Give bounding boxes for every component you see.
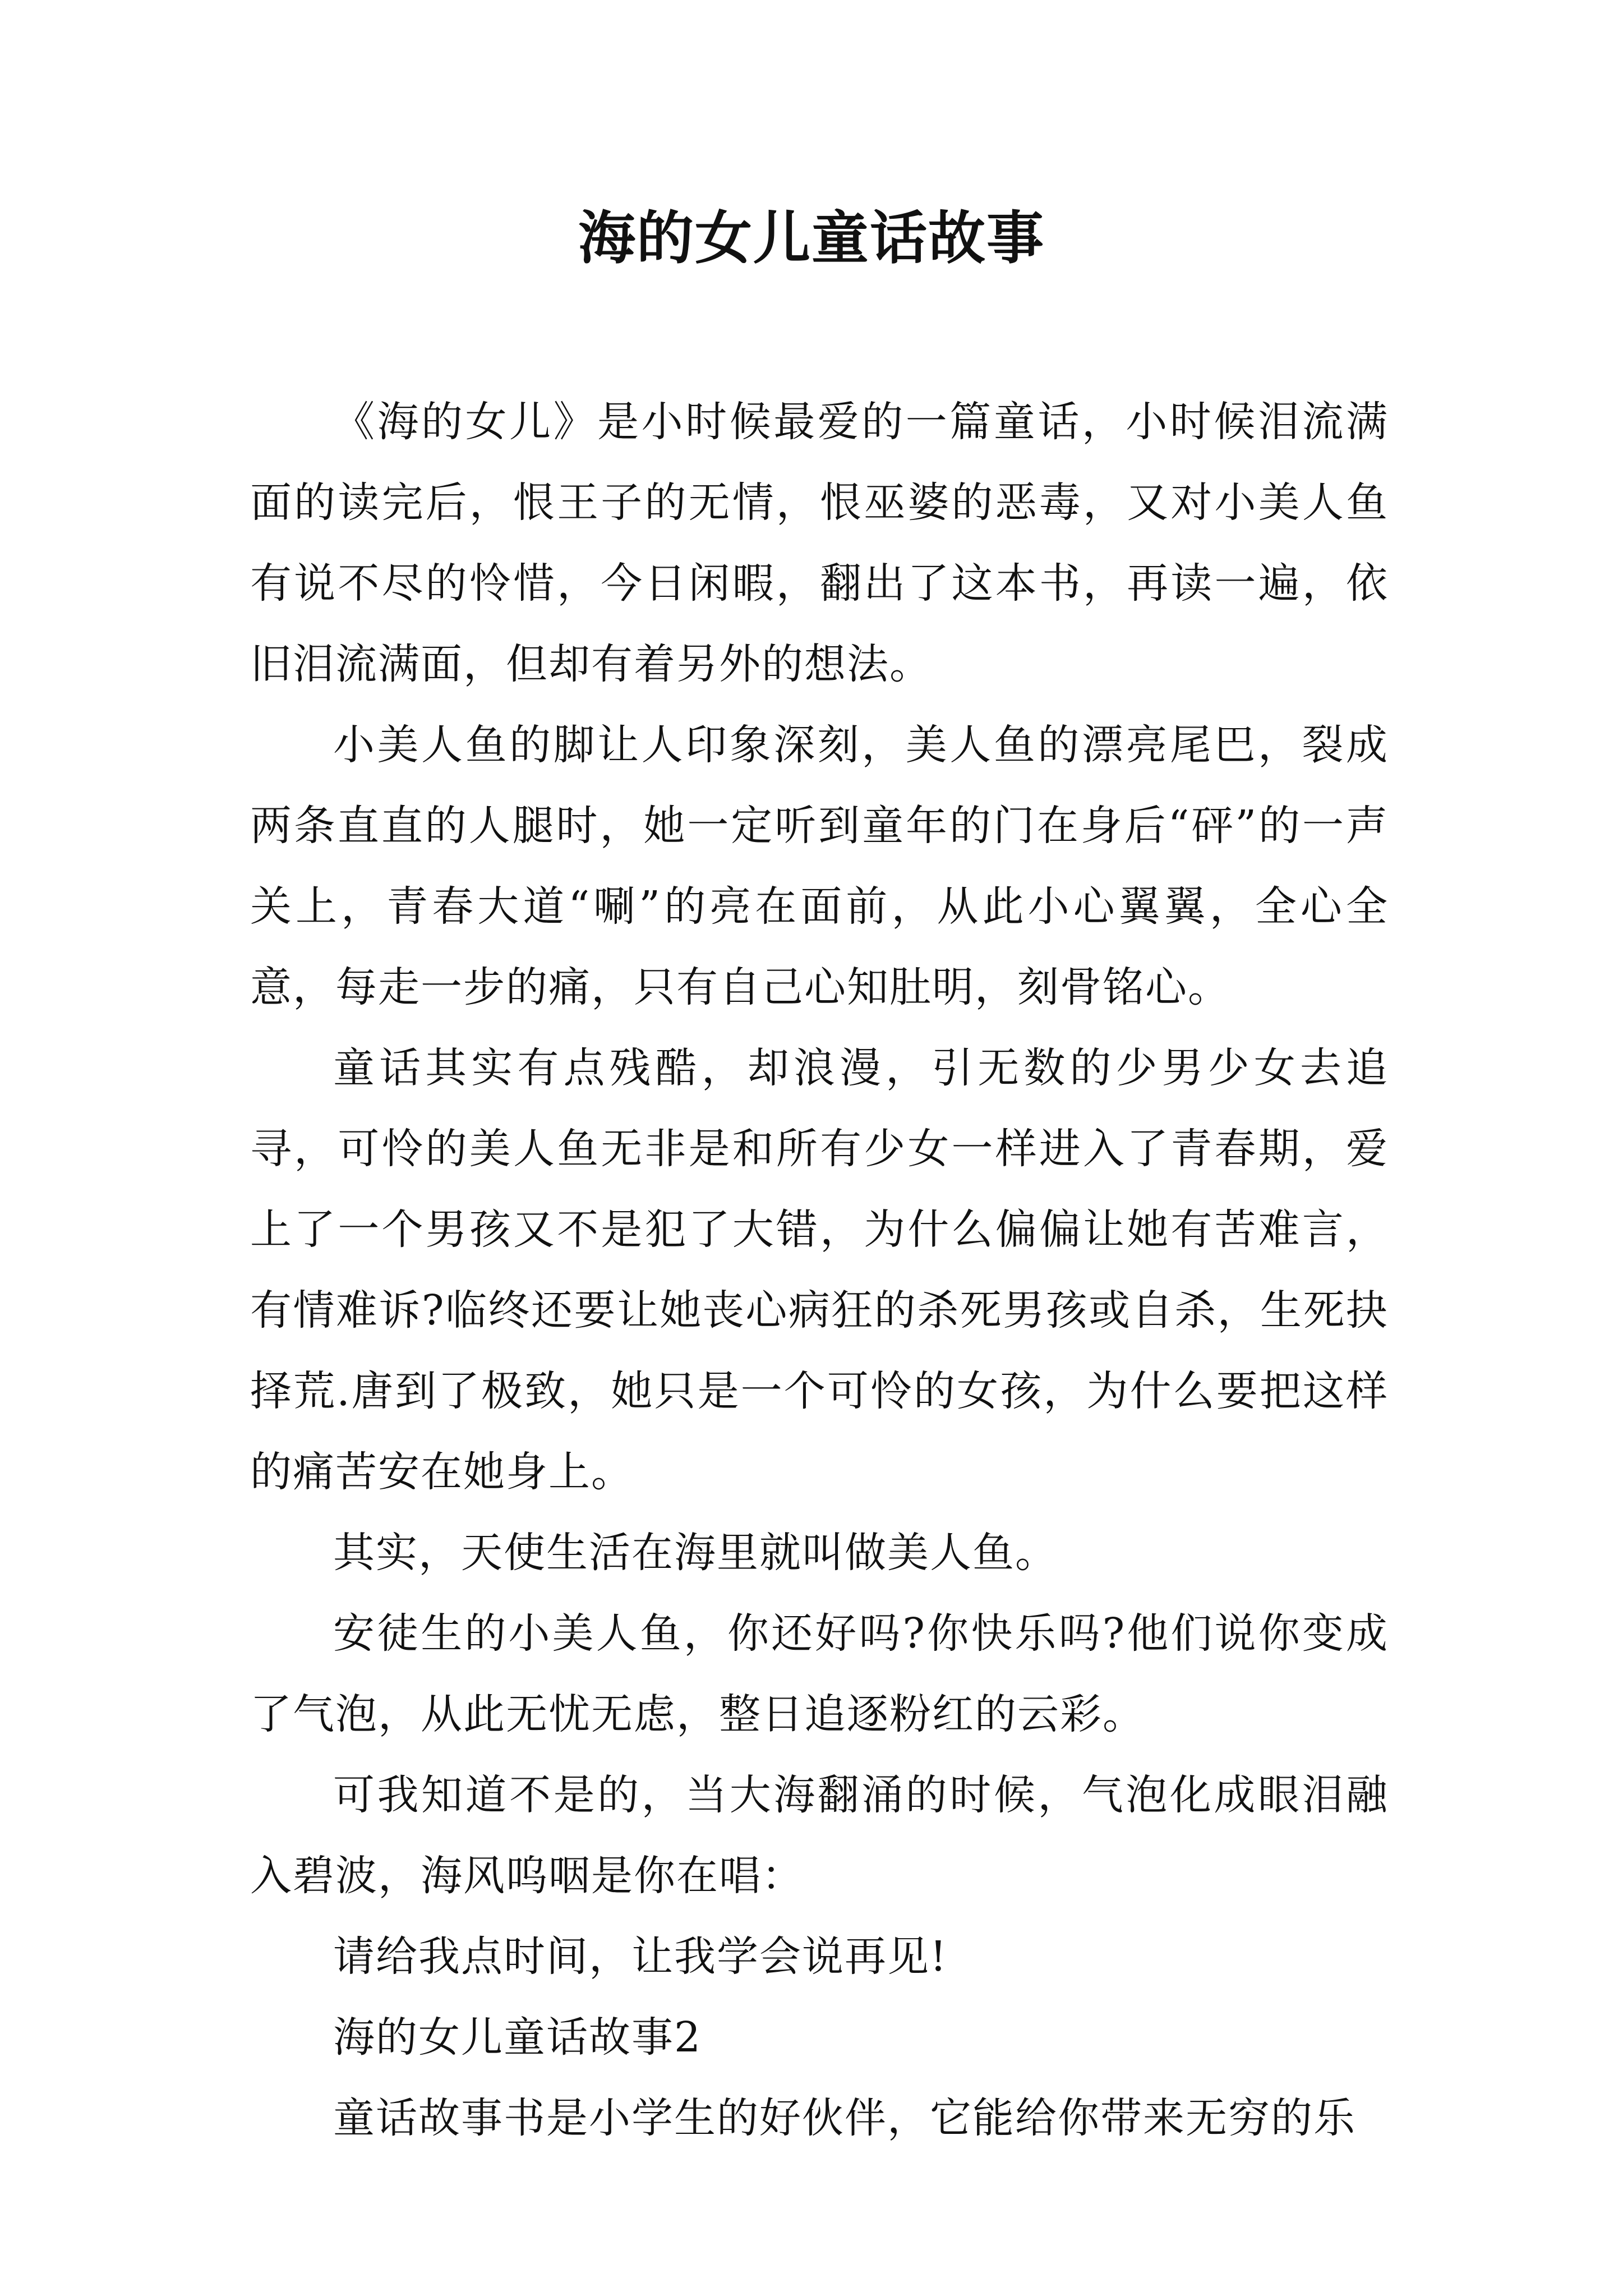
paragraph: 童话其实有点残酷，却浪漫，引无数的少男少女去追寻，可怜的美人鱼无非是和所有少女一样进入了青春期，爱上了一个男孩又不是犯了大错，为什么偏偏让她有苦难言，有情难诉?临终还要让她丧心病狂的杀死男孩或自杀，生死抉择荒.唐到了极致，她只是一个可怜的女孩，为什么要把这样的痛苦安在她身上。 bbox=[250, 1044, 1389, 1496]
section-heading: 海的女儿童话故事2 bbox=[333, 2013, 702, 2062]
document-body bbox=[250, 381, 1389, 2159]
paragraph: 请给我点时间，让我学会说再见! bbox=[333, 1932, 948, 1981]
document-title: 海的女儿童话故事 bbox=[578, 205, 1045, 272]
paragraph: 童话故事书是小学生的好伙伴，它能给你带来无穷的乐 bbox=[333, 2094, 1356, 2142]
paragraph: 安徒生的小美人鱼，你还好吗?你快乐吗?他们说你变成了气泡，从此无忧无虑，整日追逐粉红的云彩。 bbox=[250, 1609, 1389, 1738]
paragraph: 小美人鱼的脚让人印象深刻，美人鱼的漂亮尾巴，裂成两条直直的人腿时，她一定听到童年的门在身后“砰”的一声关上，青春大道“唰”的亮在面前，从此小心翼翼，全心全意，每走一步的痛，只有自己心知肚明，刻骨铭心。 bbox=[250, 721, 1389, 1011]
paragraph: 其实，天使生活在海里就叫做美人鱼。 bbox=[333, 1529, 1058, 1577]
paragraph: 可我知道不是的，当大海翻涌的时候，气泡化成眼泪融入碧波，海风呜咽是你在唱： bbox=[250, 1771, 1389, 1900]
paragraph: 《海的女儿》是小时候最爱的一篇童话，小时候泪流满面的读完后，恨王子的无情，恨巫婆的恶毒，又对小美人鱼有说不尽的怜惜，今日闲暇，翻出了这本书，再读一遍，依旧泪流满面，但却有着另外的想法。 bbox=[250, 398, 1389, 688]
